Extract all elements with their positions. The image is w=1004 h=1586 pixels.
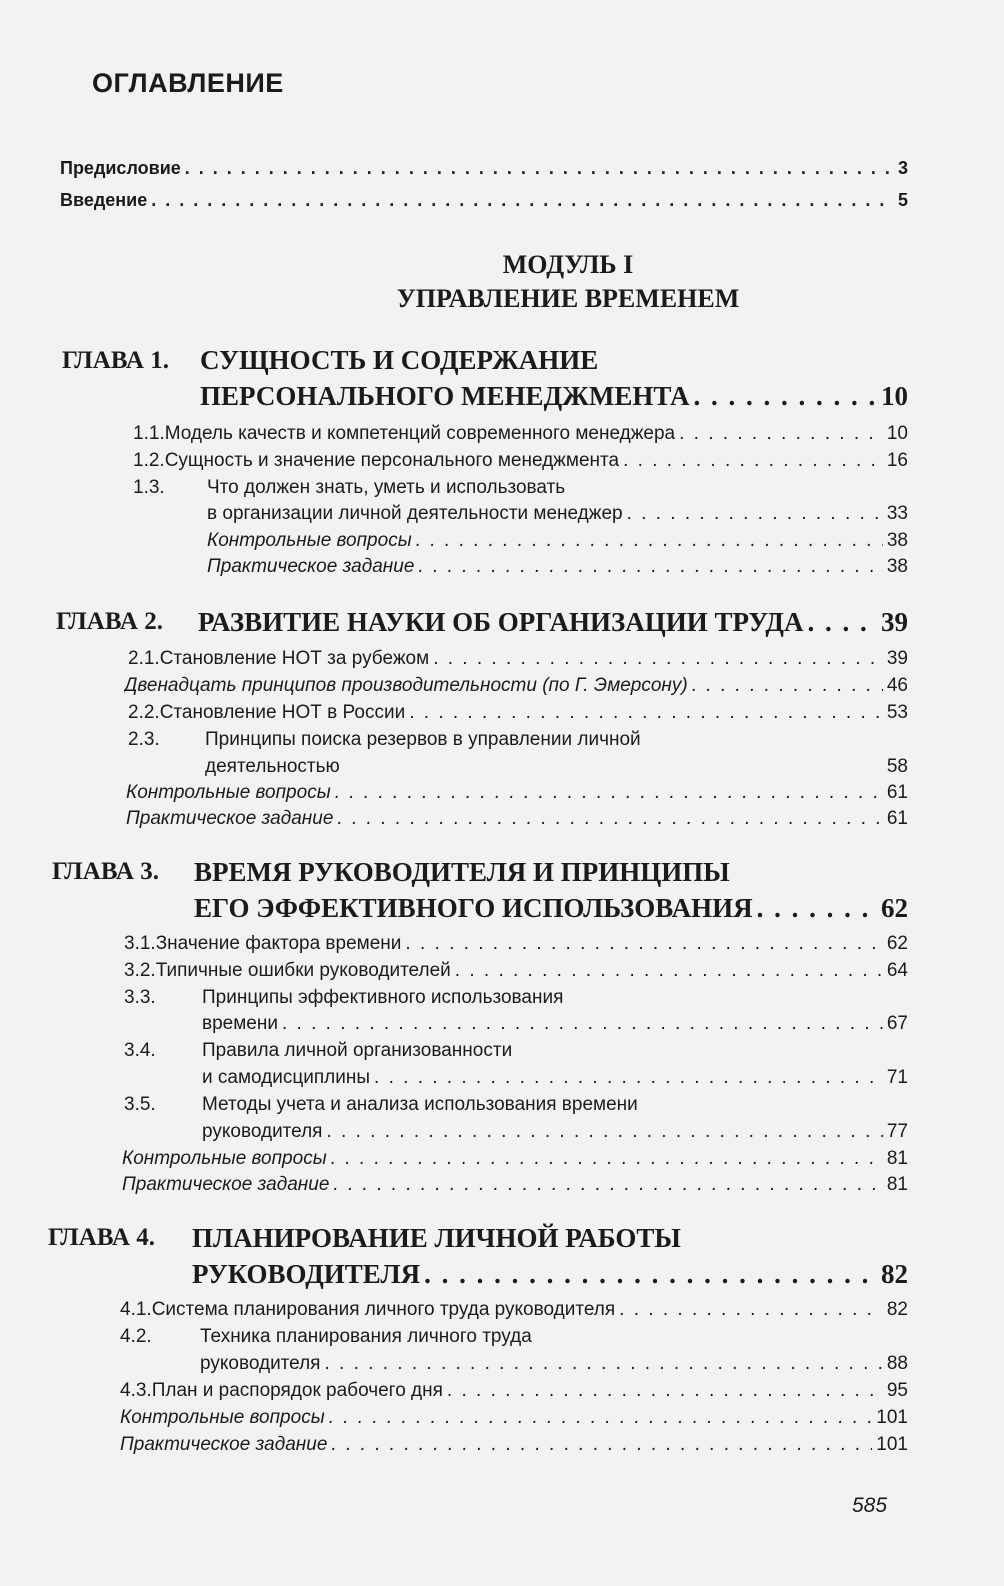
leader-dots: [282, 1013, 883, 1035]
leader-dots: [424, 1259, 877, 1290]
entry-page: 61: [886, 782, 908, 803]
toc-entry-questions[interactable]: [122, 1148, 908, 1170]
entry-text: Контрольные вопросы: [207, 530, 412, 551]
leader-dots: [185, 158, 894, 179]
toc-entry-assignment[interactable]: [120, 1434, 908, 1456]
entry-text: Практическое задание: [120, 1434, 328, 1455]
section-number: 3.3.: [124, 987, 156, 1008]
leader-dots: [405, 933, 882, 955]
chapter-page: 62: [881, 893, 908, 923]
section-page: 95: [886, 1380, 908, 1401]
section-text: Принципы поиска резервов в управлении личной: [205, 729, 641, 750]
toc-title: ОГЛАВЛЕНИЕ: [92, 68, 284, 98]
toc-entry-section[interactable]: [207, 503, 908, 525]
leader-dots: [335, 782, 883, 804]
entry-page: 81: [886, 1148, 908, 1169]
section-number: 4.3.: [120, 1380, 152, 1401]
section-text: Становление НОТ за рубежом: [159, 648, 430, 669]
chapter-title: ВРЕМЯ РУКОВОДИТЕЛЯ И ПРИНЦИПЫ: [194, 857, 730, 887]
section-text: Методы учета и анализа использования времени: [202, 1094, 638, 1115]
chapter-title-row[interactable]: [200, 381, 908, 412]
entry-text: Контрольные вопросы: [120, 1407, 325, 1428]
section-text: Сущность и значение персонального менеджмента: [164, 450, 620, 471]
toc-entry-section[interactable]: [202, 1067, 908, 1089]
chapter-title: ПЕРСОНАЛЬНОГО МЕНЕДЖМЕНТА: [200, 381, 690, 411]
section-number: 2.2.: [128, 702, 160, 723]
entry-text: Практическое задание: [126, 808, 334, 829]
page-number: 585: [852, 1494, 888, 1517]
section-number: 3.5.: [124, 1094, 156, 1115]
section-text: Двенадцать принципов производительности (по Г. Эмерсону): [124, 675, 688, 696]
entry-page: 3: [897, 158, 908, 178]
section-page: 33: [886, 503, 908, 524]
section-text: Система планирования личного труда руководителя: [151, 1299, 616, 1320]
section-number: 2.3.: [128, 729, 160, 750]
chapter-title-row[interactable]: [194, 893, 908, 924]
toc-entry-section[interactable]: [124, 933, 908, 955]
section-number: 4.2.: [120, 1326, 152, 1347]
entry-page: 61: [886, 808, 908, 829]
section-text: Значение фактора времени: [155, 933, 402, 954]
toc-entry-section[interactable]: [133, 450, 908, 472]
section-number: 2.1.: [128, 648, 160, 669]
toc-entry-assignment[interactable]: [207, 556, 908, 578]
section-text-continued: в организации личной деятельности менеджер: [207, 503, 623, 524]
chapter-title: РУКОВОДИТЕЛЯ: [192, 1259, 421, 1289]
section-page: 16: [886, 450, 908, 471]
leader-dots: [151, 190, 894, 211]
chapter-label: ГЛАВА 2.: [56, 608, 163, 635]
entry-text: Практическое задание: [207, 556, 415, 577]
section-text: Модель качеств и компетенций современного менеджера: [164, 423, 676, 444]
leader-dots: [331, 1434, 872, 1456]
toc-entry-section[interactable]: [124, 675, 908, 697]
leader-dots: [627, 503, 883, 525]
chapter-title: ЕГО ЭФФЕКТИВНОГО ИСПОЛЬЗОВАНИЯ: [194, 893, 753, 923]
module-title: УПРАВЛЕНИЕ ВРЕМЕНЕМ: [396, 284, 740, 313]
toc-entry-section[interactable]: [128, 702, 908, 724]
leader-dots: [418, 556, 882, 578]
toc-entry-section[interactable]: [202, 1013, 908, 1035]
leader-dots: [623, 450, 883, 472]
section-number: 1.1.: [133, 423, 165, 444]
toc-entry-assignment[interactable]: [126, 808, 908, 830]
toc-entry-preface[interactable]: [60, 158, 908, 179]
leader-dots: [757, 893, 877, 924]
toc-entry-section[interactable]: [120, 1299, 908, 1321]
section-number: 1.2.: [133, 450, 165, 471]
toc-entry-section[interactable]: [120, 1380, 908, 1402]
toc-entry-section[interactable]: [124, 960, 908, 982]
section-text: Правила личной организованности: [202, 1040, 513, 1061]
section-page: 58: [886, 756, 908, 777]
entry-text: Контрольные вопросы: [122, 1148, 327, 1169]
section-text: План и распорядок рабочего дня: [151, 1380, 443, 1401]
leader-dots: [694, 381, 878, 412]
chapter-page: 10: [881, 381, 908, 411]
entry-page: 5: [897, 190, 908, 210]
section-page: 77: [886, 1121, 908, 1142]
toc-entry-questions[interactable]: [207, 530, 908, 552]
entry-text: Введение: [60, 190, 148, 210]
toc-entry-section[interactable]: [202, 1121, 908, 1143]
section-page: 88: [886, 1353, 908, 1374]
leader-dots: [619, 1299, 883, 1321]
leader-dots: [374, 1067, 883, 1089]
section-text-continued: руководителя: [200, 1353, 321, 1374]
chapter-title: СУЩНОСТЬ И СОДЕРЖАНИЕ: [200, 345, 599, 375]
entry-text: Предисловие: [60, 158, 181, 178]
section-text: Становление НОТ в России: [159, 702, 406, 723]
section-number: 1.3.: [133, 477, 165, 498]
toc-entry-section[interactable]: [133, 423, 908, 445]
section-text-continued: деятельностью: [205, 756, 340, 777]
entry-text: Контрольные вопросы: [126, 782, 331, 803]
entry-page: 81: [886, 1174, 908, 1195]
section-page: 64: [886, 960, 908, 981]
chapter-page: 82: [881, 1259, 908, 1289]
module-heading: МОДУЛЬ I: [502, 250, 634, 279]
leader-dots: [808, 607, 878, 638]
toc-entry-section[interactable]: [205, 756, 908, 778]
chapter-label: ГЛАВА 3.: [52, 858, 159, 885]
section-page: 67: [886, 1013, 908, 1034]
leader-dots: [692, 675, 883, 697]
section-number: 3.4.: [124, 1040, 156, 1061]
section-text: Типичные ошибки руководителей: [155, 960, 451, 981]
chapter-title: РАЗВИТИЕ НАУКИ ОБ ОРГАНИЗАЦИИ ТРУДА: [198, 607, 804, 637]
leader-dots: [337, 808, 882, 830]
leader-dots: [324, 1353, 882, 1375]
section-page: 71: [886, 1067, 908, 1088]
leader-dots: [679, 423, 883, 445]
entry-page: 38: [886, 556, 908, 577]
section-text-continued: руководителя: [202, 1121, 323, 1142]
chapter-title-row[interactable]: [198, 607, 908, 638]
leader-dots: [409, 702, 883, 724]
section-text-continued: и самодисциплины: [202, 1067, 371, 1088]
section-text: Что должен знать, уметь и использовать: [207, 477, 566, 498]
entry-page: 38: [886, 530, 908, 551]
entry-page: 101: [876, 1434, 908, 1455]
toc-entry-questions[interactable]: [126, 782, 908, 804]
toc-entry-section[interactable]: [128, 648, 908, 670]
section-page: 39: [886, 648, 908, 669]
section-text-continued: времени: [202, 1013, 278, 1034]
leader-dots: [329, 1407, 873, 1429]
chapter-label: ГЛАВА 1.: [62, 347, 169, 374]
leader-dots: [447, 1380, 883, 1402]
toc-entry-questions[interactable]: [120, 1407, 908, 1429]
entry-text: Практическое задание: [122, 1174, 330, 1195]
section-text: Принципы эффективного использования: [202, 987, 564, 1008]
chapter-title-row[interactable]: [192, 1259, 908, 1290]
leader-dots: [333, 1174, 882, 1196]
section-number: 3.2.: [124, 960, 156, 981]
leader-dots: [455, 960, 883, 982]
entry-page: 101: [876, 1407, 908, 1428]
chapter-page: 39: [881, 607, 908, 637]
section-page: 46: [886, 675, 908, 696]
leader-dots: [416, 530, 883, 552]
toc-entry-introduction[interactable]: [60, 190, 908, 211]
leader-dots: [326, 1121, 882, 1143]
chapter-title: ПЛАНИРОВАНИЕ ЛИЧНОЙ РАБОТЫ: [192, 1223, 681, 1253]
section-number: 4.1.: [120, 1299, 152, 1320]
toc-entry-section[interactable]: [200, 1353, 908, 1375]
leader-dots: [433, 648, 883, 670]
section-page: 62: [886, 933, 908, 954]
leader-dots: [331, 1148, 883, 1170]
section-number: 3.1.: [124, 933, 156, 954]
section-page: 82: [886, 1299, 908, 1320]
chapter-label: ГЛАВА 4.: [48, 1224, 155, 1251]
toc-entry-assignment[interactable]: [122, 1174, 908, 1196]
section-page: 53: [886, 702, 908, 723]
section-text: Техника планирования личного труда: [200, 1326, 532, 1347]
section-page: 10: [886, 423, 908, 444]
